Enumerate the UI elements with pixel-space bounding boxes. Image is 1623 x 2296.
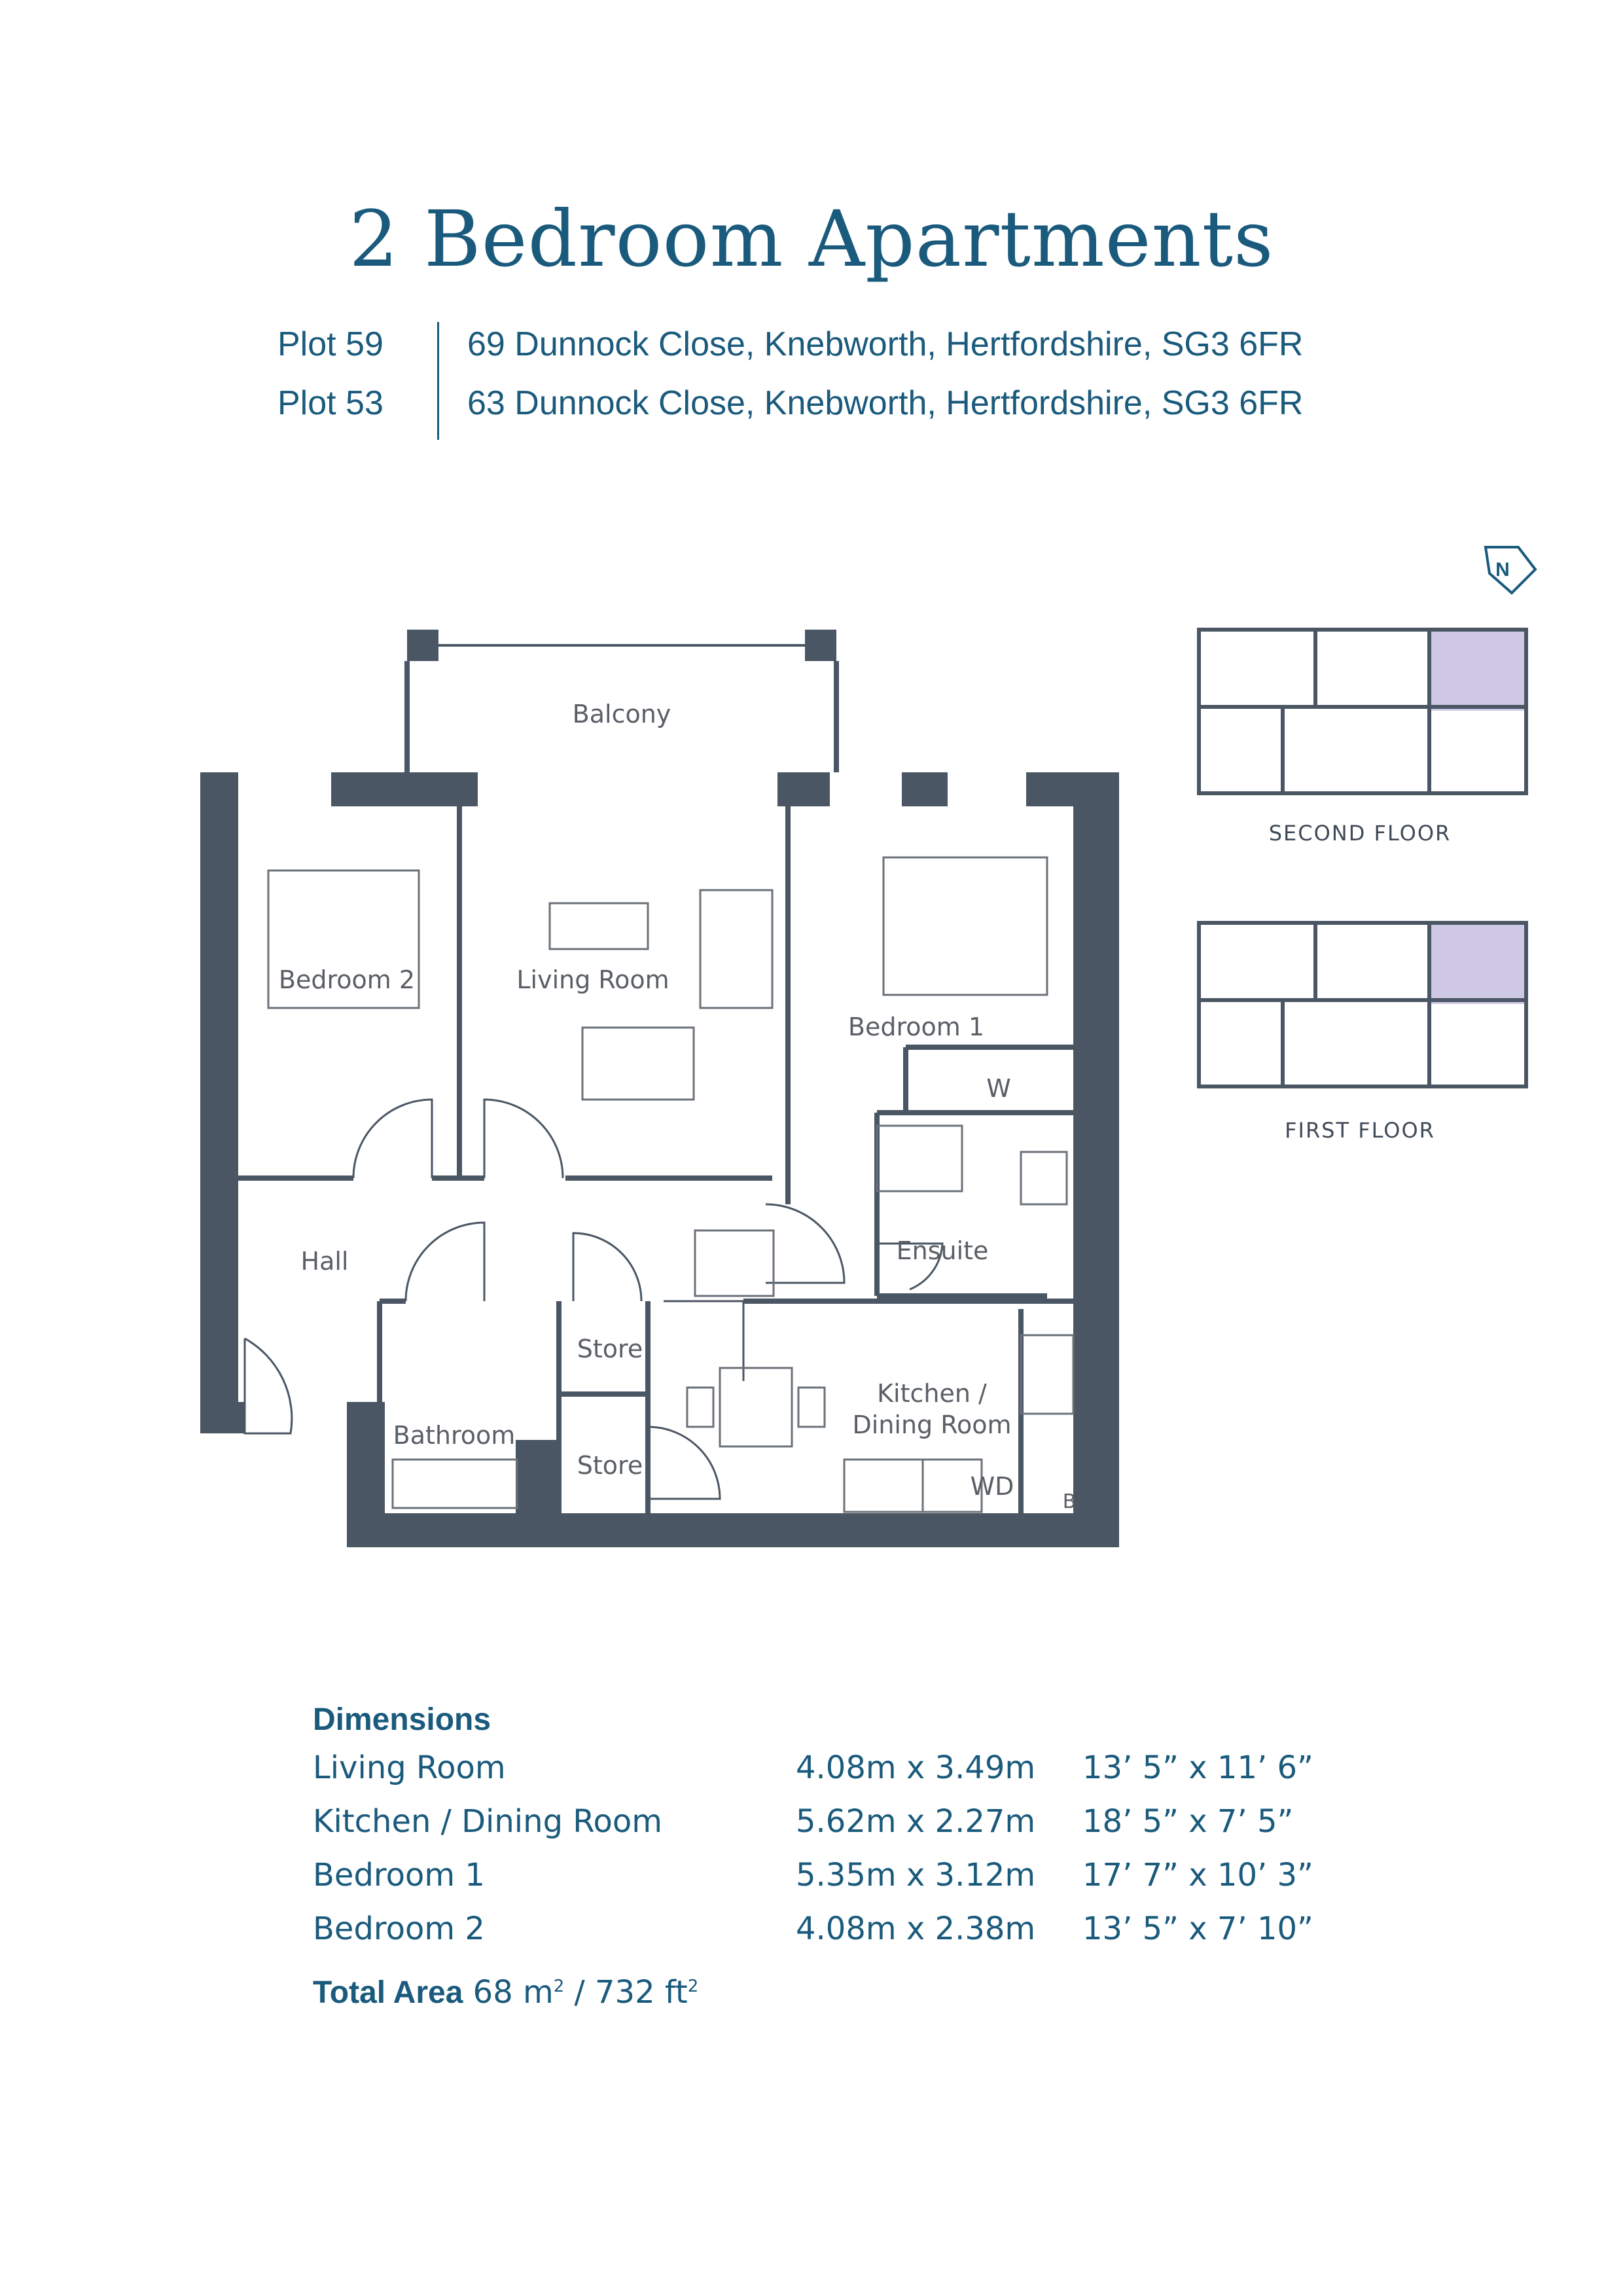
ensuite-label: Ensuite [896,1236,989,1265]
plot-address: 63 Dunnock Close, Knebworth, Hertfordshire, SG3 6FR [467,384,1304,422]
bathroom-label: Bathroom [393,1421,516,1450]
dimension-metric: 4.08m x 2.38m [796,1910,1036,1947]
compass-icon [1486,547,1535,593]
dimension-imperial: 13’ 5” x 7’ 10” [1082,1910,1313,1947]
dimension-row [313,1749,1313,1803]
dimensions-table [313,1702,1313,1964]
dimension-room: Bedroom 2 [313,1910,485,1947]
page-title: 2 Bedroom Apartments [349,194,1274,284]
store-label: Store [577,1451,643,1480]
dimensions-heading: Dimensions [313,1702,491,1737]
total-area-label: Total Area [313,1975,463,2010]
key-plan-second-floor [1199,630,1526,793]
dimension-row [313,1910,1313,1964]
plot-label: Plot 53 [277,384,383,422]
compass [1486,547,1535,593]
dimension-row [313,1803,1294,1857]
dimension-room: Living Room [313,1749,506,1786]
compass-label: N [1495,559,1510,581]
bedroom-2-label: Bedroom 2 [278,965,416,994]
total-area [313,1974,698,2011]
dimension-room: Bedroom 1 [313,1857,485,1893]
plot-label: Plot 59 [277,325,383,363]
total-area-sup: 2 [553,1977,565,1996]
key-plan-first-floor [1199,923,1526,1086]
dimension-metric: 5.62m x 2.27m [796,1803,1036,1840]
kitchen-label: Kitchen / [877,1379,987,1408]
balcony-label: Balcony [572,700,671,728]
dimension-metric: 5.35m x 3.12m [796,1857,1036,1893]
dimension-row [313,1857,1313,1910]
boiler-label: B [1062,1490,1077,1513]
first-floor-label: FIRST FLOOR [1285,1118,1435,1143]
store-label: Store [577,1335,643,1363]
wardrobe-label: W [986,1074,1011,1103]
hall-label: Hall [300,1247,349,1276]
dining-room-label: Dining Room [852,1410,1012,1439]
walls [200,630,1119,1547]
total-area-metric: 68 m [473,1974,554,2011]
bedroom-1-label: Bedroom 1 [847,1013,985,1041]
total-area-imperial: / 732 ft [564,1974,688,2011]
plot-address: 69 Dunnock Close, Knebworth, Hertfordshire, SG3 6FR [467,325,1304,363]
dimension-imperial: 13’ 5” x 11’ 6” [1082,1749,1313,1786]
dimension-room: Kitchen / Dining Room [313,1803,662,1840]
total-area-sup: 2 [687,1977,699,1996]
washer-dryer-label: WD [970,1472,1014,1501]
second-floor-label: SECOND FLOOR [1268,821,1452,846]
dimension-imperial: 17’ 7” x 10’ 3” [1082,1857,1313,1893]
dimension-imperial: 18’ 5” x 7’ 5” [1082,1803,1294,1840]
dimension-metric: 4.08m x 3.49m [796,1749,1036,1786]
living-room-label: Living Room [516,965,669,994]
